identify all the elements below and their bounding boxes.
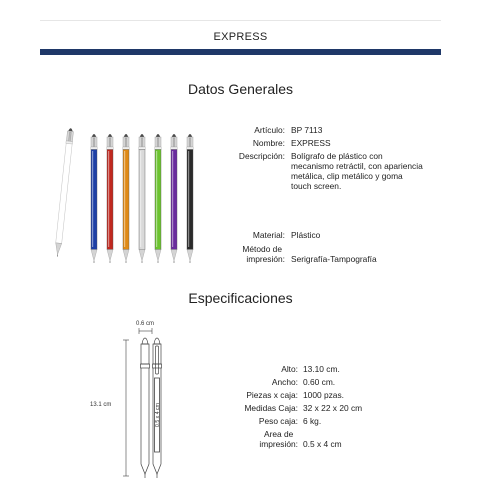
label-alto: Alto: [281, 364, 298, 374]
label-peso-caja: Peso caja: [258, 416, 298, 426]
especificaciones-title: Especificaciones [188, 290, 293, 306]
value-peso-caja: 6 kg. [303, 416, 322, 426]
value-alto: 13.10 cm. [303, 364, 340, 374]
label-nombre: Nombre: [252, 138, 285, 148]
value-ancho: 0.60 cm. [303, 377, 336, 387]
label-medidas-caja: Medidas Caja: [244, 403, 298, 413]
label-material: Material: [252, 230, 285, 240]
dim-height-label: 13.1 cm [90, 402, 112, 408]
label-descripcion: Descripción: [238, 151, 285, 161]
value-area-impresion: 0.5 x 4 cm [303, 439, 342, 449]
value-medidas-caja: 32 x 22 x 20 cm [303, 403, 363, 413]
datos-generales-title: Datos Generales [187, 81, 294, 97]
value-articulo: BP 7113 [291, 125, 323, 135]
label-articulo: Artículo: [254, 125, 285, 135]
value-piezas-caja: 1000 pzas. [303, 390, 344, 400]
label-ancho: Ancho: [271, 377, 298, 387]
value-descripcion: Bolígrafo de plástico con mecanismo retráctil, con apariencia metálica, clip metálico y goma touch screen. [291, 151, 423, 191]
value-material: Plástico [291, 230, 321, 240]
print-area-label: 0.5 x 4 cm [154, 403, 161, 427]
value-nombre: EXPRESS [291, 138, 331, 148]
label-metodo-impresion: Método de impresión: [242, 244, 285, 264]
label-area-impresion: Area de impresión: [259, 429, 298, 449]
label-piezas-caja: Piezas x caja: [246, 390, 298, 400]
dim-width-label: 0.6 cm [135, 321, 155, 327]
product-title: EXPRESS [213, 31, 268, 43]
value-metodo-impresion: Serigrafía-Tampografía [291, 254, 377, 264]
